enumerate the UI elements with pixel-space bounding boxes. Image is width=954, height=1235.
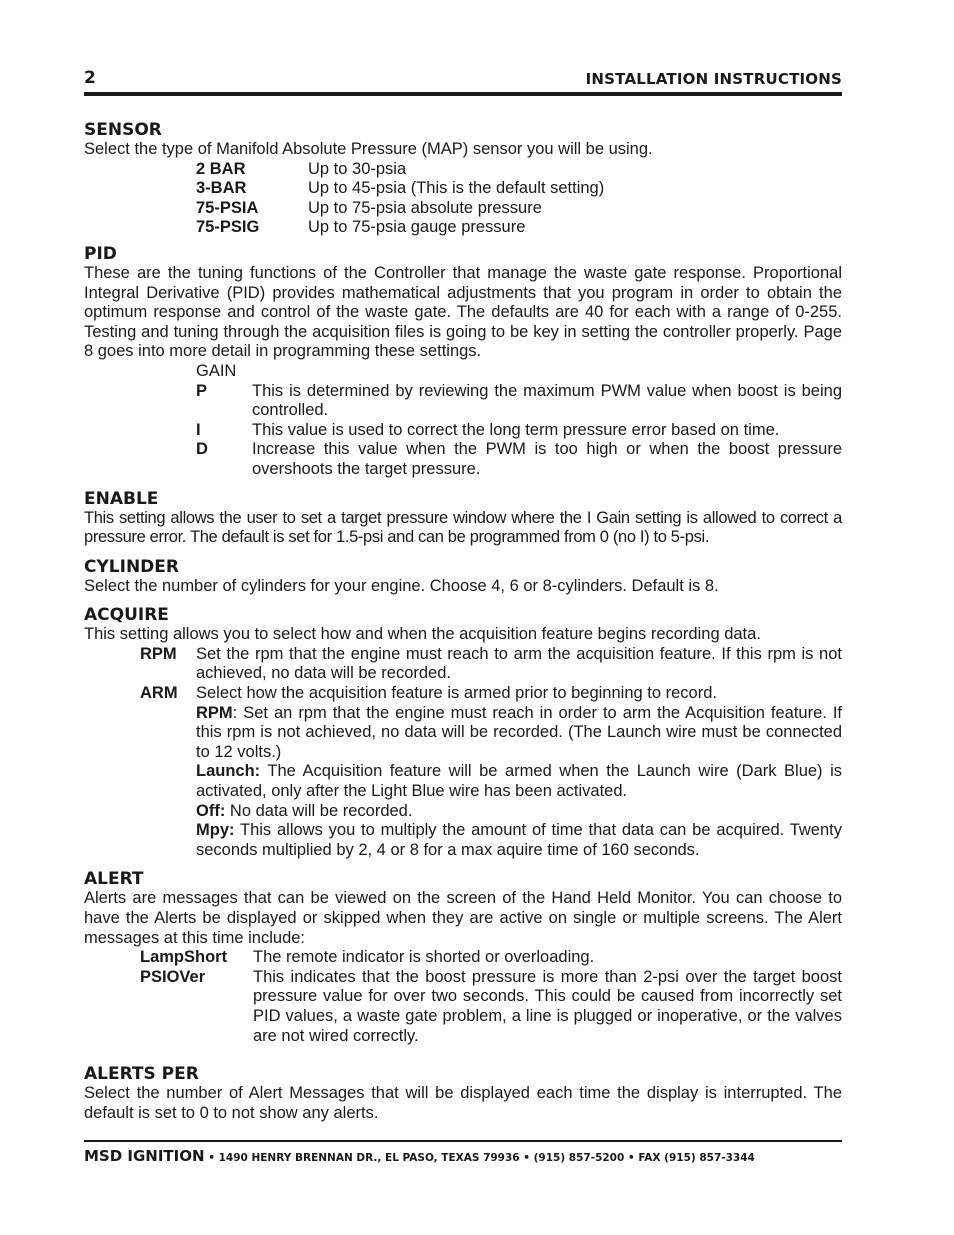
footer-address: • 1490 HENRY BRENNAN DR., EL PASO, TEXAS 79936 • (915) 857-5200 • FAX (915) 857-3344 — [204, 1152, 755, 1164]
definition-value: Up to 75-psia absolute pressure — [308, 198, 542, 217]
definition-row — [84, 645, 842, 684]
definition-value: Increase this value when the PWM is too high or when the boost pressure overshoots the target pressure. — [252, 440, 842, 478]
section-heading: CYLINDER — [84, 556, 179, 577]
definition-key: 2 BAR — [196, 159, 246, 178]
section-enable — [84, 489, 842, 548]
definition-value: Select how the acquisition feature is armed prior to beginning to record. — [196, 684, 717, 703]
section-pid — [84, 244, 842, 480]
arm-option — [84, 802, 842, 822]
arm-option-key: Mpy: — [196, 821, 235, 840]
section-sensor — [84, 120, 842, 238]
definition-key: 75-PSIA — [196, 198, 259, 217]
page-footer — [84, 1140, 842, 1165]
section-alert — [84, 869, 842, 1046]
definition-row — [84, 440, 842, 479]
arm-option-key: RPM — [196, 703, 233, 722]
section-heading: ALERT — [84, 869, 144, 890]
definition-value: This is determined by reviewing the maximum PWM value when boost is being controlled. — [252, 381, 842, 420]
definition-key: P — [196, 381, 208, 400]
definition-key: LampShort — [140, 948, 228, 967]
section-heading: SENSOR — [84, 120, 162, 140]
section-acquire — [84, 605, 842, 860]
definition-key: D — [196, 440, 208, 459]
arm-option-key: Off: — [196, 801, 226, 820]
definition-value: Up to 30-psia — [308, 159, 407, 178]
definition-row — [84, 160, 842, 180]
definition-row — [84, 218, 842, 238]
definition-key: PSIOVer — [140, 967, 206, 986]
definition-row — [84, 199, 842, 219]
gain-label: GAIN — [196, 361, 237, 380]
definition-key: 3-BAR — [196, 179, 247, 198]
document-page — [84, 64, 842, 1123]
page-header — [84, 64, 842, 88]
definition-row — [84, 968, 842, 1046]
section-body: These are the tuning functions of the Controller that manage the waste gate response. Proportional Integral Derivative (PID) provides mathematical adjustments that you program in order to obtain the optimum response and control of the waste gate. The defaults are 40 for each with a range of 0-255. Testing and tuning through the acquisition files is going to be key in setting the controller properly. Page 8 goes into more detail in programming these settings. — [84, 263, 842, 361]
definition-key: ARM — [140, 684, 178, 703]
arm-option-value: : Set an rpm that the engine must reach in order to arm the Acquisition feature. If this rpm is not achieved, no data will be recorded. (The Launch wire must be connected to 12 volts.) — [196, 703, 842, 761]
section-heading: ENABLE — [84, 488, 159, 509]
page-title: INSTALLATION INSTRUCTIONS — [585, 70, 842, 88]
section-body: This setting allows the user to set a target pressure window where the I Gain setting is allowed to correct a pressure error. The default is set for 1.5-psi and can be programmed from 0 (no I) to 5-psi. — [84, 508, 842, 547]
definition-key: I — [196, 420, 201, 439]
definition-value: Set the rpm that the engine must reach to arm the acquisition feature. If this rpm is not achieved, no data will be recorded. — [196, 644, 842, 683]
definition-key: 75-PSIG — [196, 218, 260, 237]
header-rule — [84, 92, 842, 96]
definition-row — [84, 684, 842, 704]
arm-option — [84, 704, 842, 763]
arm-option-value: This allows you to multiply the amount of time that data can be acquired. Twenty seconds multiplied by 2, 4 or 8 for a max aquire time of 160 seconds. — [196, 821, 842, 859]
section-cylinder — [84, 557, 842, 597]
arm-option-key: Launch: — [196, 762, 261, 781]
section-intro: This setting allows you to select how and when the acquisition feature begins recording data. — [84, 625, 761, 644]
definition-value: This value is used to correct the long term pressure error based on time. — [252, 420, 780, 439]
section-body: Select the number of Alert Messages that will be displayed each time the display is interrupted. The default is set to 0 to not show any alerts. — [84, 1084, 842, 1122]
arm-option — [84, 762, 842, 801]
definition-value: Up to 45-psia (This is the default setting) — [308, 179, 605, 198]
definition-row — [84, 421, 842, 441]
section-intro: Select the type of Manifold Absolute Pressure (MAP) sensor you will be using. — [84, 140, 653, 158]
section-alerts-per — [84, 1064, 842, 1123]
section-heading: ACQUIRE — [84, 605, 169, 626]
page-number: 2 — [84, 68, 96, 88]
definition-row — [84, 179, 842, 199]
section-body: Select the number of cylinders for your engine. Choose 4, 6 or 8-cylinders. Default is 8. — [84, 576, 719, 595]
definition-value: Up to 75-psia gauge pressure — [308, 218, 526, 237]
arm-option-value: The Acquisition feature will be armed when the Launch wire (Dark Blue) is activated, only after the Light Blue wire has been activated. — [196, 762, 842, 801]
footer-brand: MSD IGNITION — [84, 1147, 205, 1165]
definition-row — [84, 948, 842, 968]
arm-option-value: No data will be recorded. — [225, 801, 413, 820]
section-body: Alerts are messages that can be viewed on the screen of the Hand Held Monitor. You can choose to have the Alerts be displayed or skipped when they are active on single or multiple screens. The Alert messages at this time include: — [84, 889, 842, 947]
section-heading: ALERTS PER — [84, 1064, 199, 1085]
definition-key: RPM — [140, 644, 177, 663]
definition-row — [84, 382, 842, 421]
definition-value: This indicates that the boost pressure is more than 2-psi over the target boost pressure value for over two seconds. This could be caused from incorrectly set PID values, a waste gate problem, a line is plugged or inoperative, or the valves are not wired correctly. — [253, 967, 842, 1045]
section-heading: PID — [84, 243, 117, 264]
arm-option — [84, 821, 842, 860]
definition-value: The remote indicator is shorted or overloading. — [253, 948, 595, 967]
